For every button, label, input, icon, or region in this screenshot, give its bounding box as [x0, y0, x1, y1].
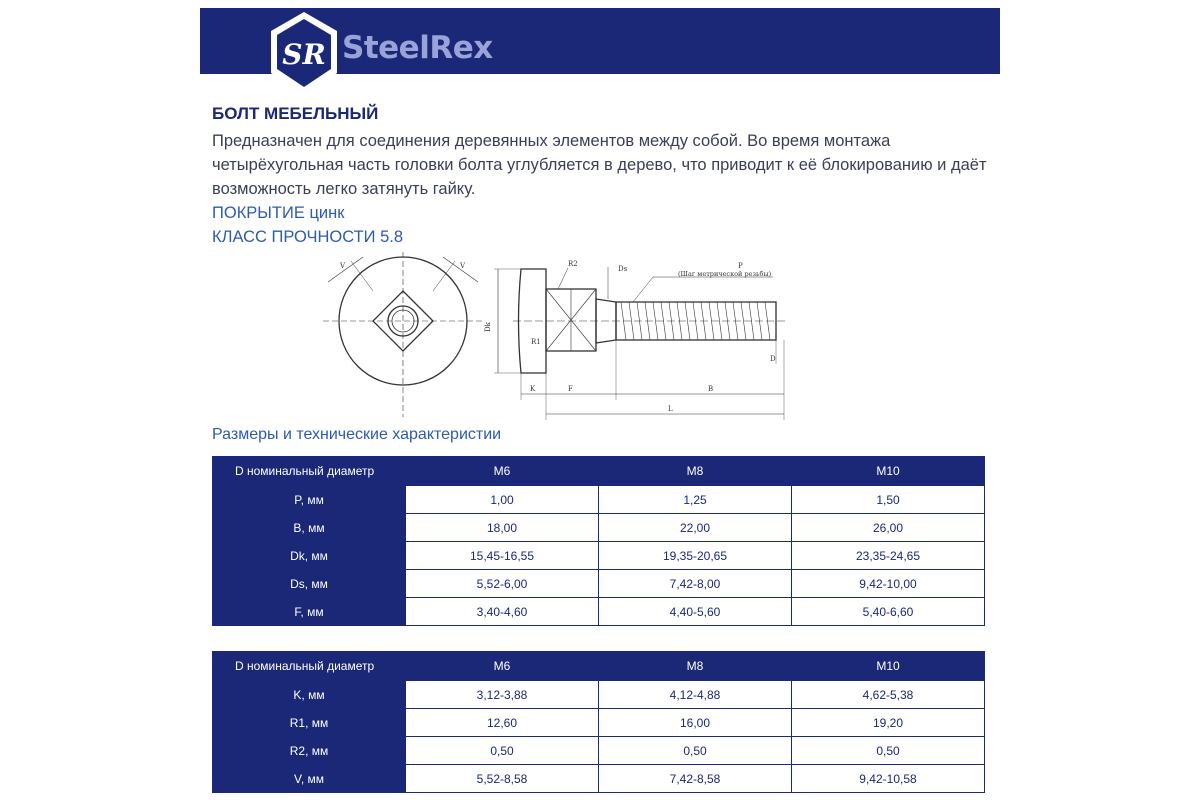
header-m8: M8	[599, 457, 792, 486]
drawing-label-r1: R1	[531, 338, 541, 346]
table-row	[213, 542, 985, 570]
cell-value: 4,62-5,38	[792, 681, 985, 709]
cell-value: 7,42-8,00	[599, 570, 792, 598]
table-row	[213, 598, 985, 626]
cell-value: 1,50	[792, 486, 985, 514]
drawing-label-p: P	[738, 262, 743, 270]
drawing-label-v-right: V	[460, 262, 466, 270]
drawing-label-dk: Dk	[484, 322, 492, 332]
row-label: Ds, мм	[213, 570, 406, 598]
drawing-label-d: D	[770, 355, 776, 363]
cell-value: 12,60	[406, 709, 599, 737]
drawing-label-r2: R2	[568, 260, 578, 268]
drawing-label-k: K	[530, 385, 536, 393]
row-label: P, мм	[213, 486, 406, 514]
bolt-side-view	[484, 260, 788, 420]
row-label: R2, мм	[213, 737, 406, 765]
product-title: БОЛТ МЕБЕЛЬНЫЙ	[212, 104, 379, 123]
product-description: Предназначен для соединения деревянных элементов между собой. Во время монтажа четырёхугольная часть головки болта углубляется в дерево, что приводит к её блокированию и даёт возможность легко затянуть гайку.	[212, 132, 987, 198]
cell-value: 4,40-5,60	[599, 598, 792, 626]
cell-value: 0,50	[599, 737, 792, 765]
coating-label: ПОКРЫТИЕ цинк	[212, 204, 345, 222]
header-diameter: D номинальный диаметр	[213, 457, 406, 486]
header-m6: M6	[406, 652, 599, 681]
cell-value: 1,00	[406, 486, 599, 514]
logo-hexagon-icon	[269, 10, 339, 96]
cell-value: 0,50	[406, 737, 599, 765]
cell-value: 7,42-8,58	[599, 765, 792, 793]
specs-table-1	[212, 456, 985, 626]
table-row	[213, 570, 985, 598]
cell-value: 4,12-4,88	[599, 681, 792, 709]
header-diameter: D номинальный диаметр	[213, 652, 406, 681]
cell-value: 19,35-20,65	[599, 542, 792, 570]
table-row	[213, 486, 985, 514]
specs-table-2	[212, 651, 985, 793]
cell-value: 3,40-4,60	[406, 598, 599, 626]
cell-value: 15,45-16,55	[406, 542, 599, 570]
drawing-label-p-note: (Шаг метрической резьбы)	[678, 270, 772, 278]
table-row	[213, 709, 985, 737]
row-label: Dk, мм	[213, 542, 406, 570]
header-m8: M8	[599, 652, 792, 681]
header-band	[200, 8, 1000, 74]
header-m6: M6	[406, 457, 599, 486]
logo-wordmark: SteelRex	[342, 30, 493, 66]
table-header-row	[213, 457, 985, 486]
cell-value: 3,12-3,88	[406, 681, 599, 709]
row-label: K, мм	[213, 681, 406, 709]
table-row	[213, 765, 985, 793]
row-label: V, мм	[213, 765, 406, 793]
drawing-label-f: F	[568, 385, 573, 393]
drawing-label-b: B	[708, 385, 714, 393]
row-label: B, мм	[213, 514, 406, 542]
cell-value: 5,52-6,00	[406, 570, 599, 598]
cell-value: 19,20	[792, 709, 985, 737]
cell-value: 5,52-8,58	[406, 765, 599, 793]
table-row	[213, 681, 985, 709]
header-m10: M10	[792, 652, 985, 681]
product-info	[212, 102, 1002, 249]
table-header-row	[213, 652, 985, 681]
cell-value: 9,42-10,00	[792, 570, 985, 598]
drawing-label-l: L	[668, 405, 673, 413]
table-row	[213, 514, 985, 542]
cell-value: 5,40-6,60	[792, 598, 985, 626]
cell-value: 26,00	[792, 514, 985, 542]
row-label: F, мм	[213, 598, 406, 626]
cell-value: 9,42-10,58	[792, 765, 985, 793]
drawing-label-v-left: V	[340, 262, 346, 270]
cell-value: 1,25	[599, 486, 792, 514]
bolt-technical-drawing	[318, 252, 798, 420]
cell-value: 16,00	[599, 709, 792, 737]
bolt-front-view	[323, 252, 483, 417]
header-m10: M10	[792, 457, 985, 486]
strength-class-label: КЛАСС ПРОЧНОСТИ 5.8	[212, 228, 404, 246]
row-label: R1, мм	[213, 709, 406, 737]
drawing-label-ds: Ds	[618, 265, 628, 273]
table-row	[213, 737, 985, 765]
cell-value: 0,50	[792, 737, 985, 765]
cell-value: 22,00	[599, 514, 792, 542]
cell-value: 23,35-24,65	[792, 542, 985, 570]
sizes-section-title: Размеры и технические характеристии	[212, 426, 502, 443]
logo-mark: SR	[282, 38, 326, 71]
cell-value: 18,00	[406, 514, 599, 542]
